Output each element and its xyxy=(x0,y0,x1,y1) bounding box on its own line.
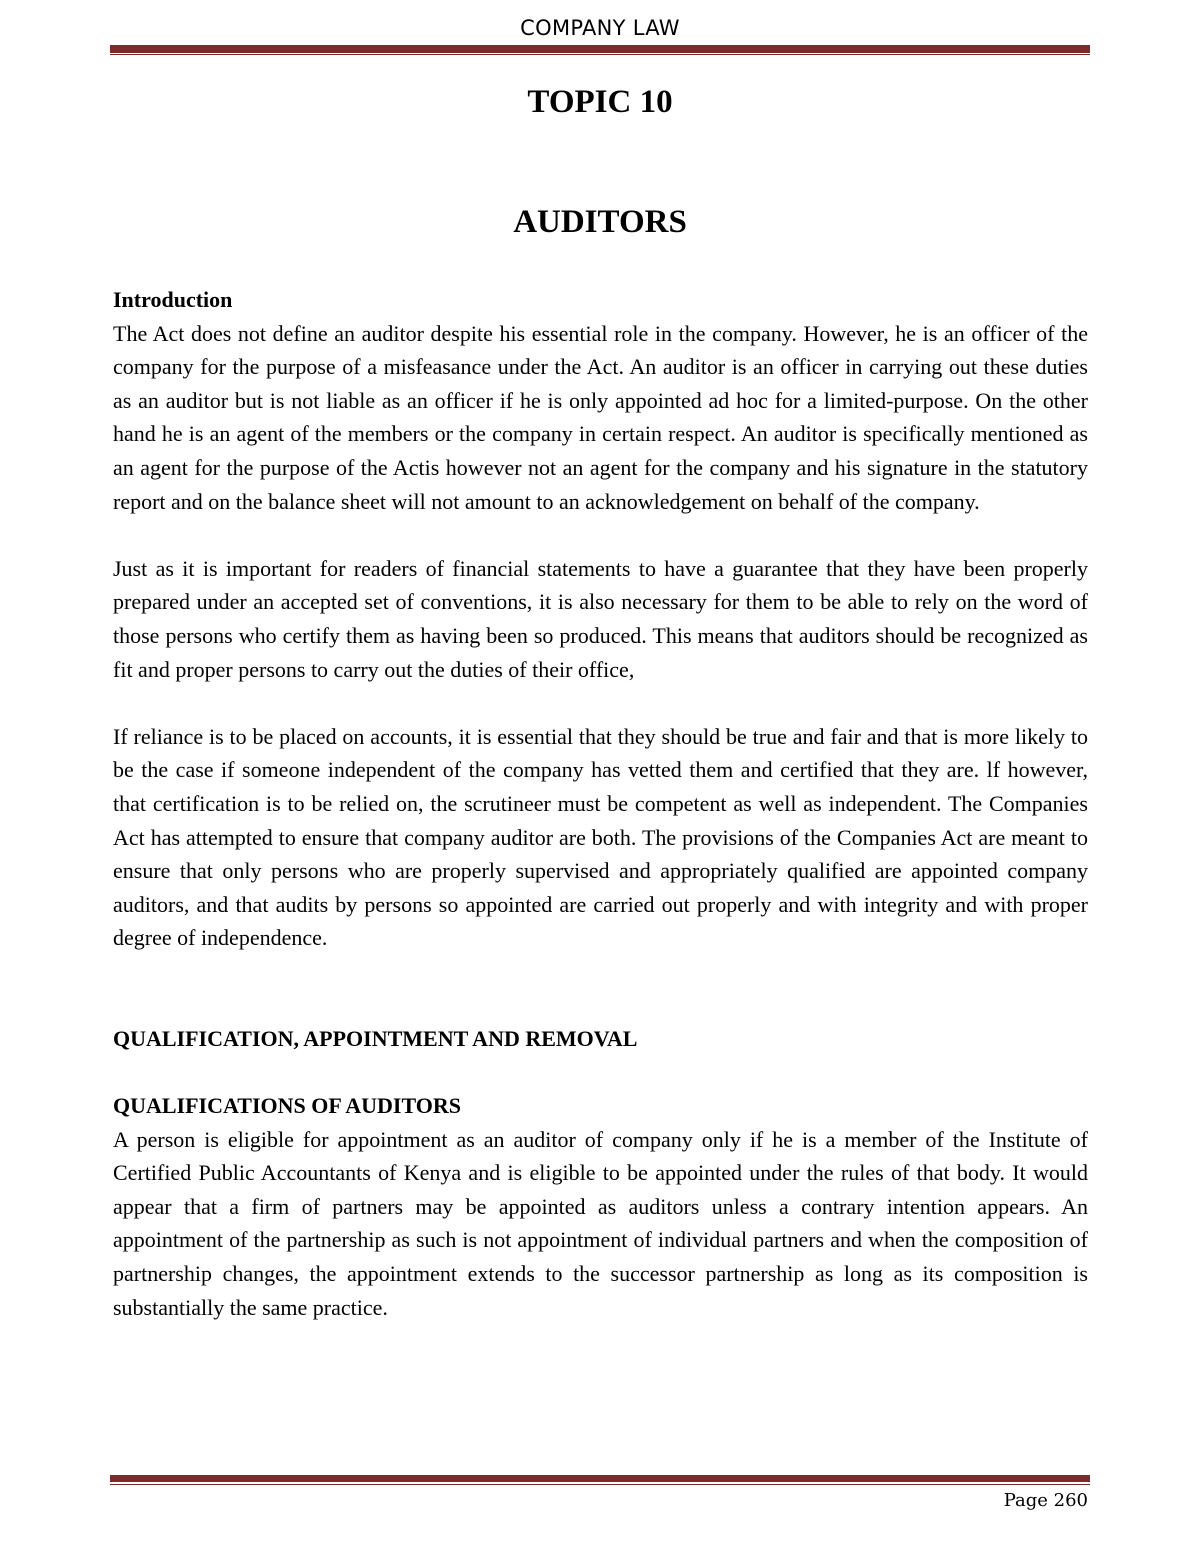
paragraph-3: If reliance is to be placed on accounts, it is essential that they should be true and fair and that is more likely to be the case if someone independent of the company has vetted them and certified that they are. lf however, that certification is to be relied on, the scrutineer must be competent as well as independent. The Companies Act has attempted to ensure that company auditor are both. The provisions of the Companies Act are meant to ensure that only persons who are properly supervised and appropriately qualified are appointed company auditors, and that audits by persons so appointed are carried out properly and with integrity and with proper degree of independence. xyxy=(113,723,1088,951)
section-heading-qualifications-of-auditors: QUALIFICATIONS OF AUDITORS xyxy=(113,1093,461,1119)
paragraph-4: A person is eligible for appointment as an auditor of company only if he is a member of the Institute of Certified Public Accountants of Kenya and is eligible to be appointed under the rules of that body. It would appear that a firm of partners may be appointed as auditors unless a contrary intention appears. An appointment of the partnership as such is not appointment of individual partners and when the composition of partnership changes, the appointment extends to the successor partnership as long as its composition is substantially the same practice. xyxy=(113,1126,1088,1320)
header-rule xyxy=(110,45,1090,53)
footer-rule-thin xyxy=(110,1484,1090,1485)
introduction-heading: Introduction xyxy=(113,287,233,312)
running-header: COMPANY LAW xyxy=(520,16,680,40)
paragraph-spacer xyxy=(113,686,1088,720)
footer-rule xyxy=(110,1475,1090,1482)
chapter-title: AUDITORS xyxy=(513,204,687,240)
topic-number: TOPIC 10 xyxy=(527,84,673,120)
document-body xyxy=(113,283,1088,1324)
paragraph-2: Just as it is important for readers of financial statements to have a guarantee that they have been properly prepared under an accepted set of conventions, it is also necessary for them to be able to rely on the word of those persons who certify them as having been so produced. This means that auditors should be recognized as fit and proper persons to carry out the duties of their office, xyxy=(113,555,1088,682)
page-number: Page 260 xyxy=(1003,1490,1088,1511)
section-heading-qualification-appointment-removal: QUALIFICATION, APPOINTMENT AND REMOVAL xyxy=(113,1025,638,1051)
paragraph-spacer xyxy=(113,518,1088,552)
header-rule-thin xyxy=(110,54,1090,55)
paragraph-spacer xyxy=(113,1055,1088,1089)
paragraph-1: The Act does not define an auditor despite his essential role in the company. However, he is an officer of the company for the purpose of a misfeasance under the Act. An auditor is an officer in carrying out these duties as an auditor but is not liable as an officer if he is only appointed ad hoc for a limited-purpose. On the other hand he is an agent of the members or the company in certain respect. An auditor is specifically mentioned as an agent for the purpose of the Actis however not an agent for the company and his signature in the statutory report and on the balance sheet will not amount to an acknowledgement on behalf of the company. xyxy=(113,320,1088,514)
section-spacer xyxy=(113,955,1088,1022)
